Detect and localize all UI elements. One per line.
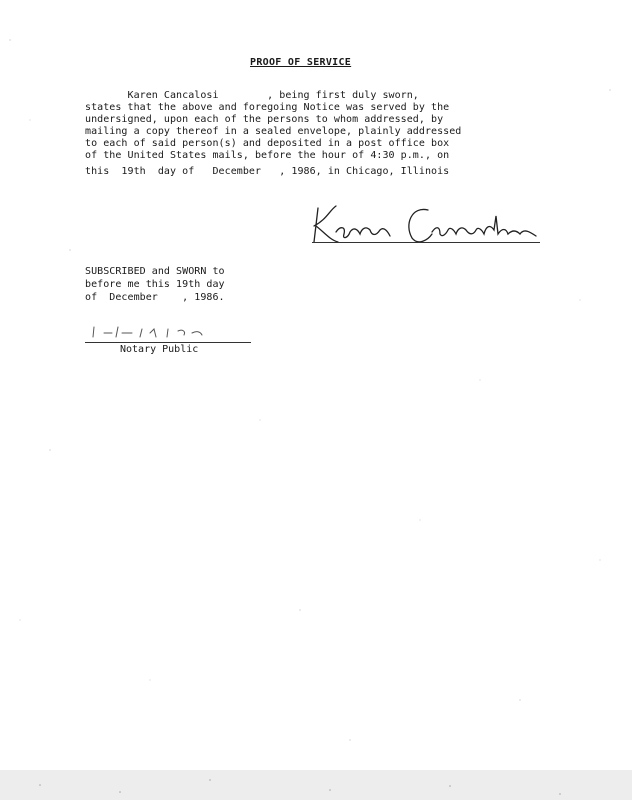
signer-signature-line (312, 242, 540, 243)
notary-public-label: Notary Public (120, 344, 199, 355)
body-line-7: this 19th day of December , 1986, in Chicago, Illinois (85, 166, 450, 177)
subscribed-line-2: before me this 19th day (85, 279, 225, 290)
subscribed-line-3: of December , 1986. (85, 292, 225, 303)
body-line-3: undersigned, upon each of the persons to whom addressed, by (85, 114, 444, 125)
body-line-5: to each of said person(s) and deposited in a post office box (85, 138, 450, 149)
notary-signature-line (85, 342, 251, 343)
document-title: PROOF OF SERVICE (250, 57, 352, 68)
signer-signature (300, 196, 545, 252)
notary-signature (88, 323, 218, 341)
body-line-6: of the United States mails, before the hour of 4:30 p.m., on (85, 150, 450, 161)
body-line-4: mailing a copy thereof in a sealed envelope, plainly addressed (85, 126, 462, 137)
body-line-2: states that the above and foregoing Notice was served by the (85, 102, 450, 113)
body-line-1: Karen Cancalosi , being first duly sworn, (85, 90, 419, 101)
subscribed-line-1: SUBSCRIBED and SWORN to (85, 266, 225, 277)
